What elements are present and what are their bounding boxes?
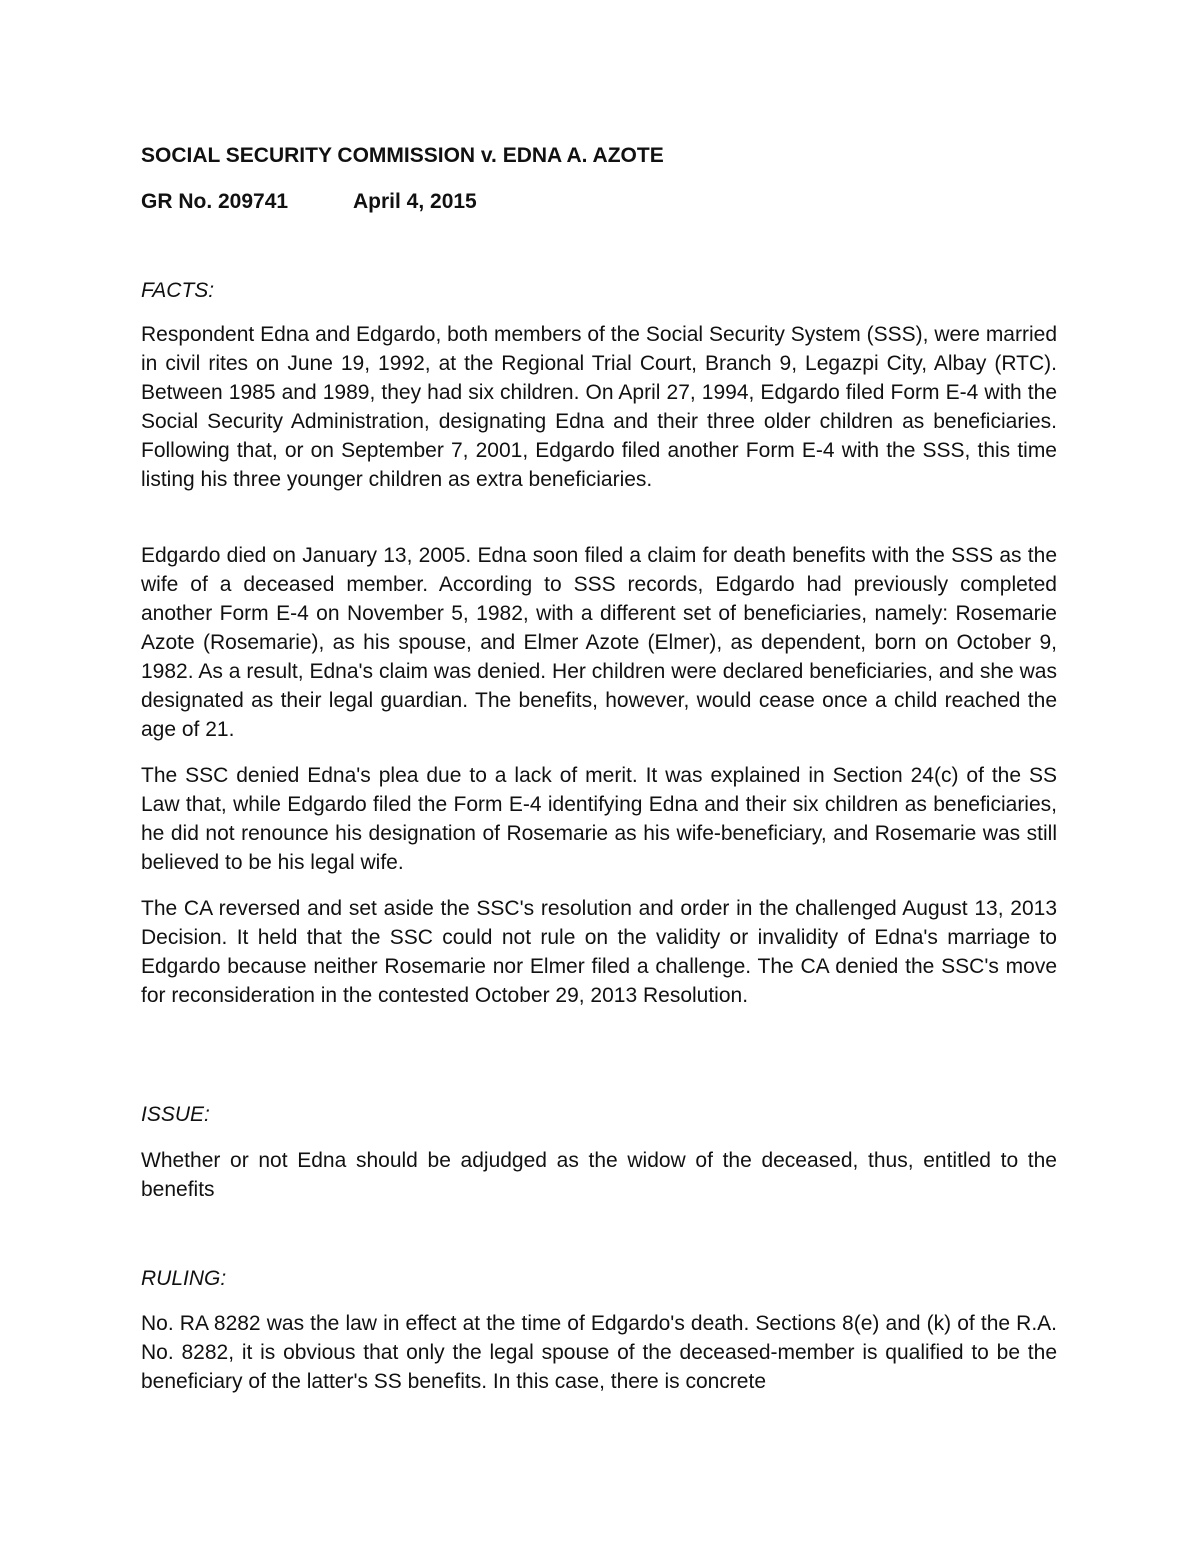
decision-date: April 4, 2015 [353, 190, 477, 213]
facts-paragraph-4: The CA reversed and set aside the SSC's resolution and order in the challenged August 13, 2013 Decision. It held that the SSC could not rule on the validity or invalidity of Edna's marriage to Edgardo because neither Rosemarie nor Elmer filed a challenge. The CA denied the SSC's move for reconsideration in the contested October 29, 2013 Resolution. [141, 897, 1057, 1007]
ruling-text: No. RA 8282 was the law in effect at the time of Edgardo's death. Sections 8(e) and (k) of the R.A. No. 8282, it is obvious that only the legal spouse of the deceased-member is qualified to be the beneficiary of the latter's SS benefits. In this case, there is concrete [141, 1312, 1057, 1393]
facts-paragraph-2: Edgardo died on January 13, 2005. Edna soon filed a claim for death benefits with the SSS as the wife of a deceased member. According to SSS records, Edgardo had previously completed another Form E-4 on November 5, 1982, with a different set of beneficiaries, namely: Rosemarie Azote (Rosemarie), as his spouse, and Elmer Azote (Elmer), as dependent, born on October 9, 1982. As a result, Edna's claim was denied. Her children were declared beneficiaries, and she was designated as their legal guardian. The benefits, however, would cease once a child reached the age of 21. [141, 544, 1057, 741]
issue-heading: ISSUE: [141, 1103, 210, 1126]
gr-number: GR No. 209741 [141, 190, 289, 213]
facts-heading: FACTS: [141, 279, 215, 302]
facts-paragraph-3: The SSC denied Edna's plea due to a lack of merit. It was explained in Section 24(c) of the SS Law that, while Edgardo filed the Form E-4 identifying Edna and their six children as beneficiaries, he did not renounce his designation of Rosemarie as his wife-beneficiary, and Rosemarie was still believed to be his legal wife. [141, 764, 1057, 874]
ruling-heading: RULING: [141, 1267, 227, 1290]
facts-paragraph-1: Respondent Edna and Edgardo, both members of the Social Security System (SSS), were married in civil rites on June 19, 1992, at the Regional Trial Court, Branch 9, Legazpi City, Albay (RTC). Between 1985 and 1989, they had six children. On April 27, 1994, Edgardo filed Form E-4 with the Social Security Administration, designating Edna and their three older children as beneficiaries. Following that, or on September 7, 2001, Edgardo filed another Form E-4 with the SSS, this time listing his three younger children as extra beneficiaries. [141, 323, 1057, 491]
case-title: SOCIAL SECURITY COMMISSION v. EDNA A. AZOTE [141, 144, 664, 167]
issue-text: Whether or not Edna should be adjudged as the widow of the deceased, thus, entitled to the benefits [141, 1149, 1057, 1201]
case-reference [141, 187, 477, 216]
